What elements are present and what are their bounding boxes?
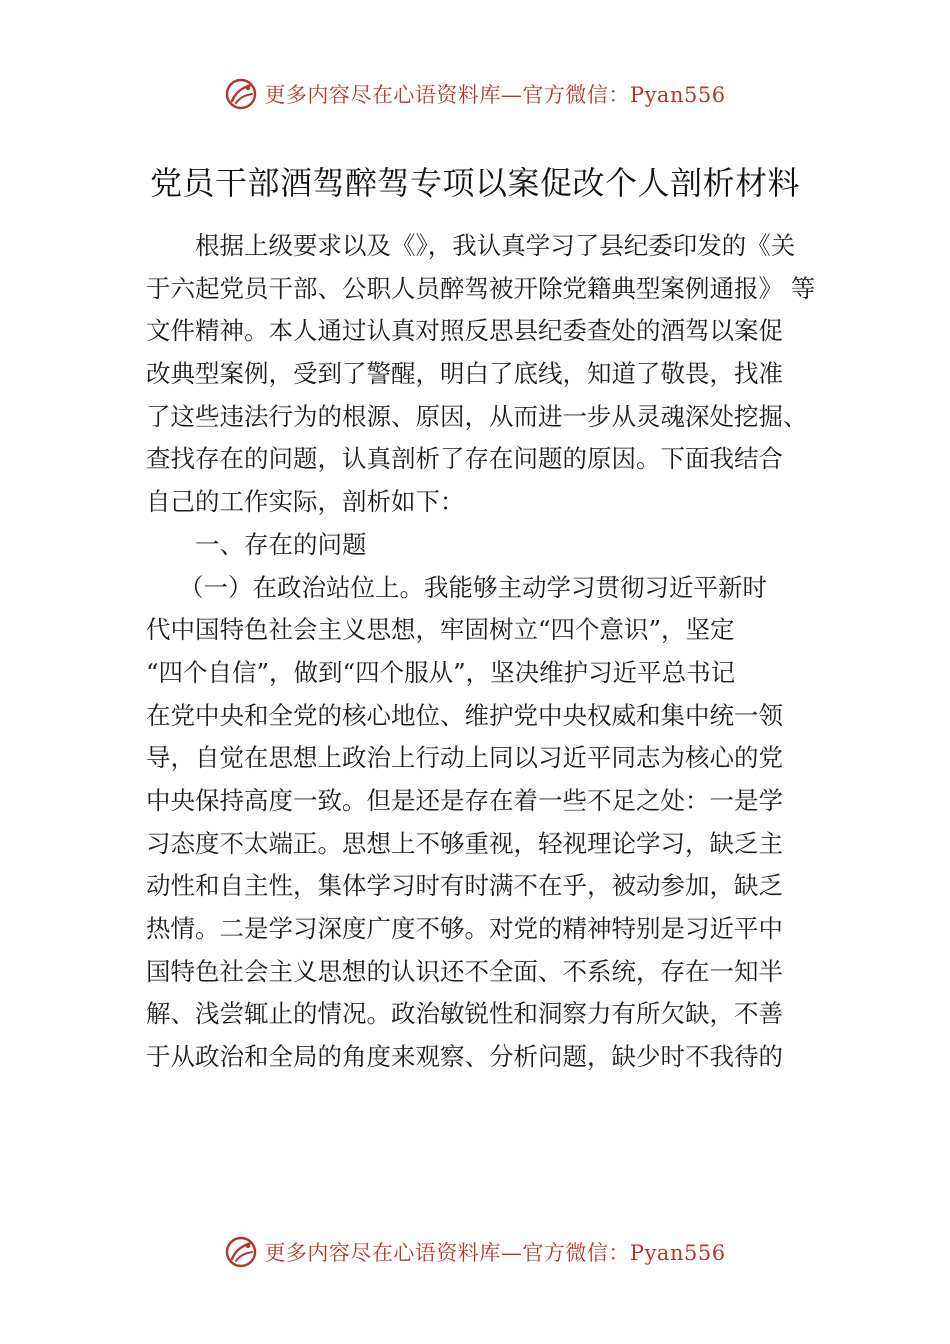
brand-logo-icon [224,77,258,111]
banner-text: 更多内容尽在心语资料库—官方微信：Pyan556 [264,1241,726,1265]
header-banner [0,74,950,114]
section-heading: 一、存在的问题 [195,529,367,559]
body-line: 自己的工作实际，剖析如下： [146,487,465,517]
body-line: 代中国特色社会主义思想，牢固树立“四个意识”，坚定 [146,615,735,645]
document-body [146,225,814,1079]
body-line: 在党中央和全党的核心地位、维护党中央权威和集中统一领 [146,700,783,730]
body-line: 根据上级要求以及《》，我认真学习了县纪委印发的《关 [195,231,796,260]
footer-banner [0,1232,950,1272]
body-line: 解、浅尝辄止的情况。政治敏锐性和洞察力有所欠缺，不善 [146,999,783,1029]
body-line: 热情。二是学习深度广度不够。对党的精神特别是习近平中 [146,914,783,943]
banner-text: 更多内容尽在心语资料库—官方微信：Pyan556 [264,83,726,107]
body-line: 于从政治和全局的角度来观察、分析问题，缺少时不我待的 [146,1042,783,1072]
body-line: 改典型案例，受到了警醒，明白了底线，知道了敬畏，找准 [146,359,783,389]
body-line: 习态度不太端正。思想上不够重视，轻视理论学习，缺乏主 [146,828,783,858]
body-line: 了这些违法行为的根源、原因，从而进一步从灵魂深处挖掘、 [146,401,808,431]
document-title: 党员干部酒驾醉驾专项以案促改个人剖析材料 [149,164,800,202]
body-line: 动性和自主性，集体学习时有时满不在乎，被动参加，缺乏 [146,871,783,901]
body-line: 导，自觉在思想上政治上行动上同以习近平同志为核心的党 [146,743,783,773]
body-line: 文件精神。本人通过认真对照反思县纪委查处的酒驾以案促 [146,316,783,346]
body-line: 于六起党员干部、公职人员醉驾被开除党籍典型案例通报》 等 [146,273,816,303]
brand-logo-icon [224,1235,258,1269]
body-line: 查找存在的问题，认真剖析了存在问题的原因。下面我结合 [146,444,783,474]
body-line: 中央保持高度一致。但是还是存在着一些不足之处：一是学 [146,785,783,815]
body-line: “四个自信”，做到“四个服从”，坚决维护习近平总书记 [146,657,736,687]
body-line: （一）在政治站位上。我能够主动学习贯彻习近平新时 [179,572,767,602]
body-line: 国特色社会主义思想的认识还不全面、不系统，存在一知半 [146,956,783,986]
